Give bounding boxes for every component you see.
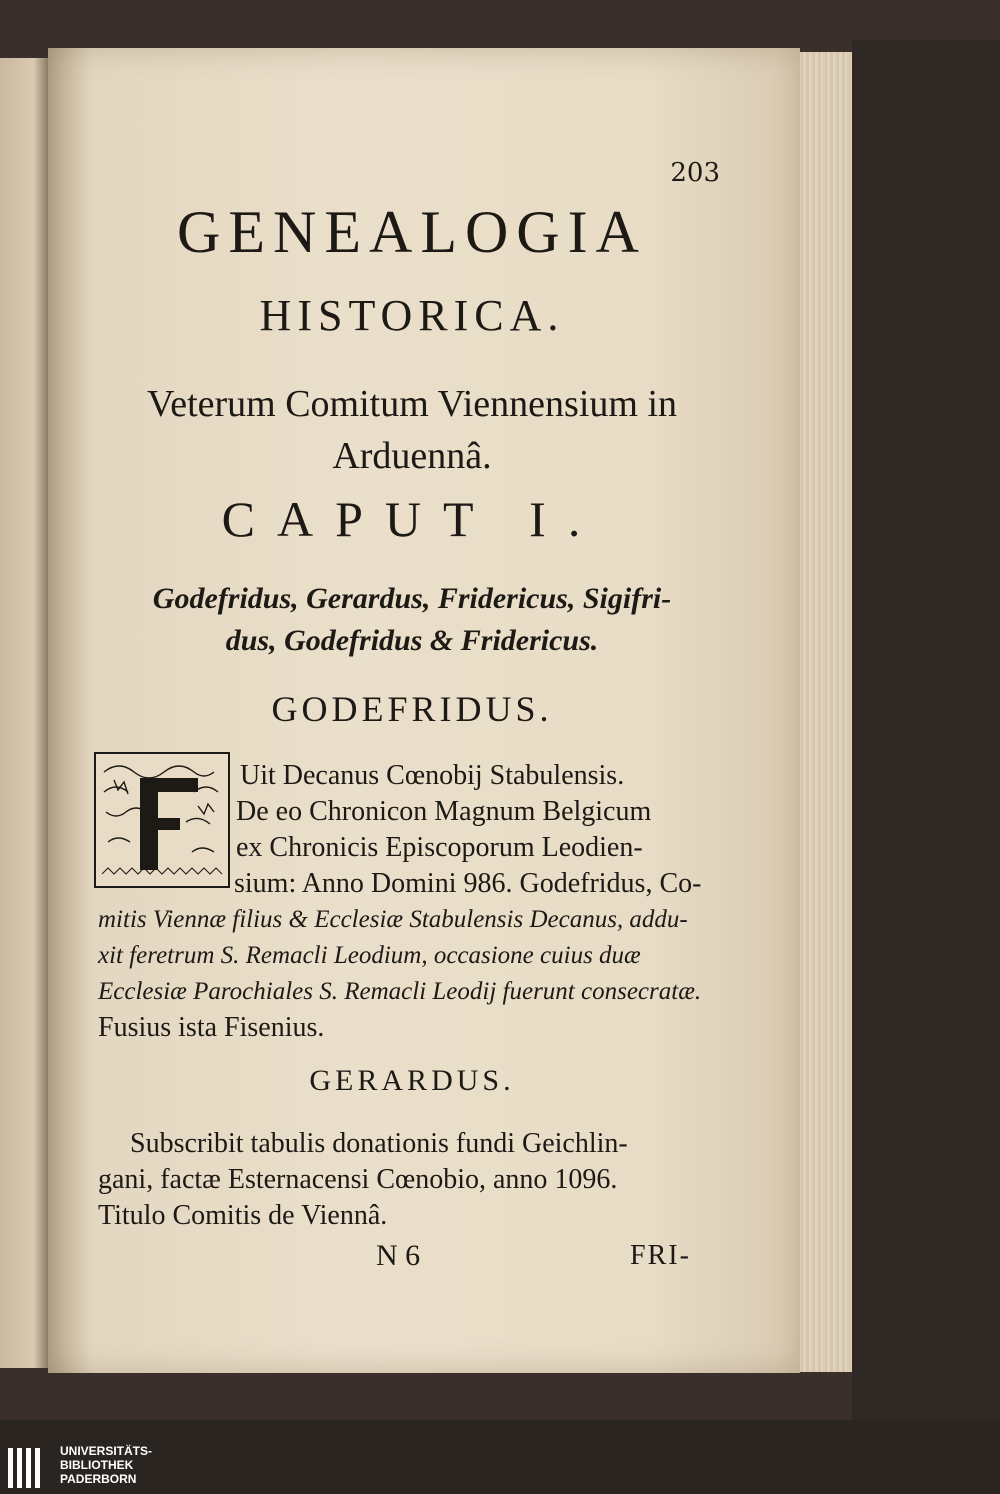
- decorated-initial-f-icon: [94, 752, 230, 888]
- library-logo-icon: [8, 1448, 44, 1492]
- names-line-1: Godefridus, Gerardus, Fridericus, Sigifri-: [152, 582, 672, 615]
- page-number: 203: [670, 158, 720, 188]
- body-line-3: ex Chronicis Episcoporum Leodien-: [236, 832, 643, 863]
- body-line-1: Uit Decanus Cœnobij Stabulensis.: [240, 760, 625, 791]
- page-edges: [800, 52, 852, 1372]
- gerardus-line-2: gani, factæ Esternacensi Cœnobio, anno 1096.: [98, 1164, 618, 1195]
- scan-margin: [852, 40, 1000, 1420]
- library-line-3: PADERBORN: [60, 1472, 137, 1486]
- section-heading-gerardus: GERARDUS.: [309, 1064, 515, 1097]
- title-line-2: HISTORICA.: [259, 291, 565, 340]
- library-line-2: BIBLIOTHEK: [60, 1458, 134, 1472]
- subtitle-line-2: Arduennâ.: [332, 435, 492, 477]
- names-line-2: dus, Godefridus & Fridericus.: [225, 624, 599, 657]
- chapter-names: [92, 578, 732, 662]
- body-line-2: De eo Chronicon Magnum Belgicum: [236, 796, 652, 827]
- title-line-1: GENEALOGIA: [177, 199, 647, 265]
- body-line-7: Ecclesiæ Parochiales S. Remacli Leodij fuerunt consecratæ.: [98, 978, 702, 1005]
- catchword: FRI-: [630, 1240, 691, 1271]
- body-line-4: sium: Anno Domini 986. Godefridus, Co-: [234, 868, 702, 899]
- body-line-5: mitis Viennæ filius & Ecclesiæ Stabulensis Decanus, addu-: [98, 906, 688, 933]
- body-line-6: xit feretrum S. Remacli Leodium, occasione cuius duæ: [98, 942, 641, 969]
- library-line-1: UNIVERSITÄTS-: [60, 1444, 153, 1458]
- section-heading-godefridus: GODEFRIDUS.: [271, 689, 553, 729]
- library-name: [60, 1444, 152, 1486]
- signature-mark: N 6: [376, 1239, 421, 1272]
- body-line-8: Fusius ista Fisenius.: [98, 1012, 325, 1043]
- subtitle: [92, 378, 732, 482]
- subtitle-line-1: Veterum Comitum Viennensium in: [146, 383, 678, 425]
- gerardus-line-1: Subscribit tabulis donationis fundi Geichlin-: [130, 1128, 628, 1159]
- facing-page-edge: [0, 58, 48, 1368]
- gerardus-line-3: Titulo Comitis de Viennâ.: [98, 1200, 388, 1231]
- chapter-heading: CAPUT I.: [221, 491, 603, 547]
